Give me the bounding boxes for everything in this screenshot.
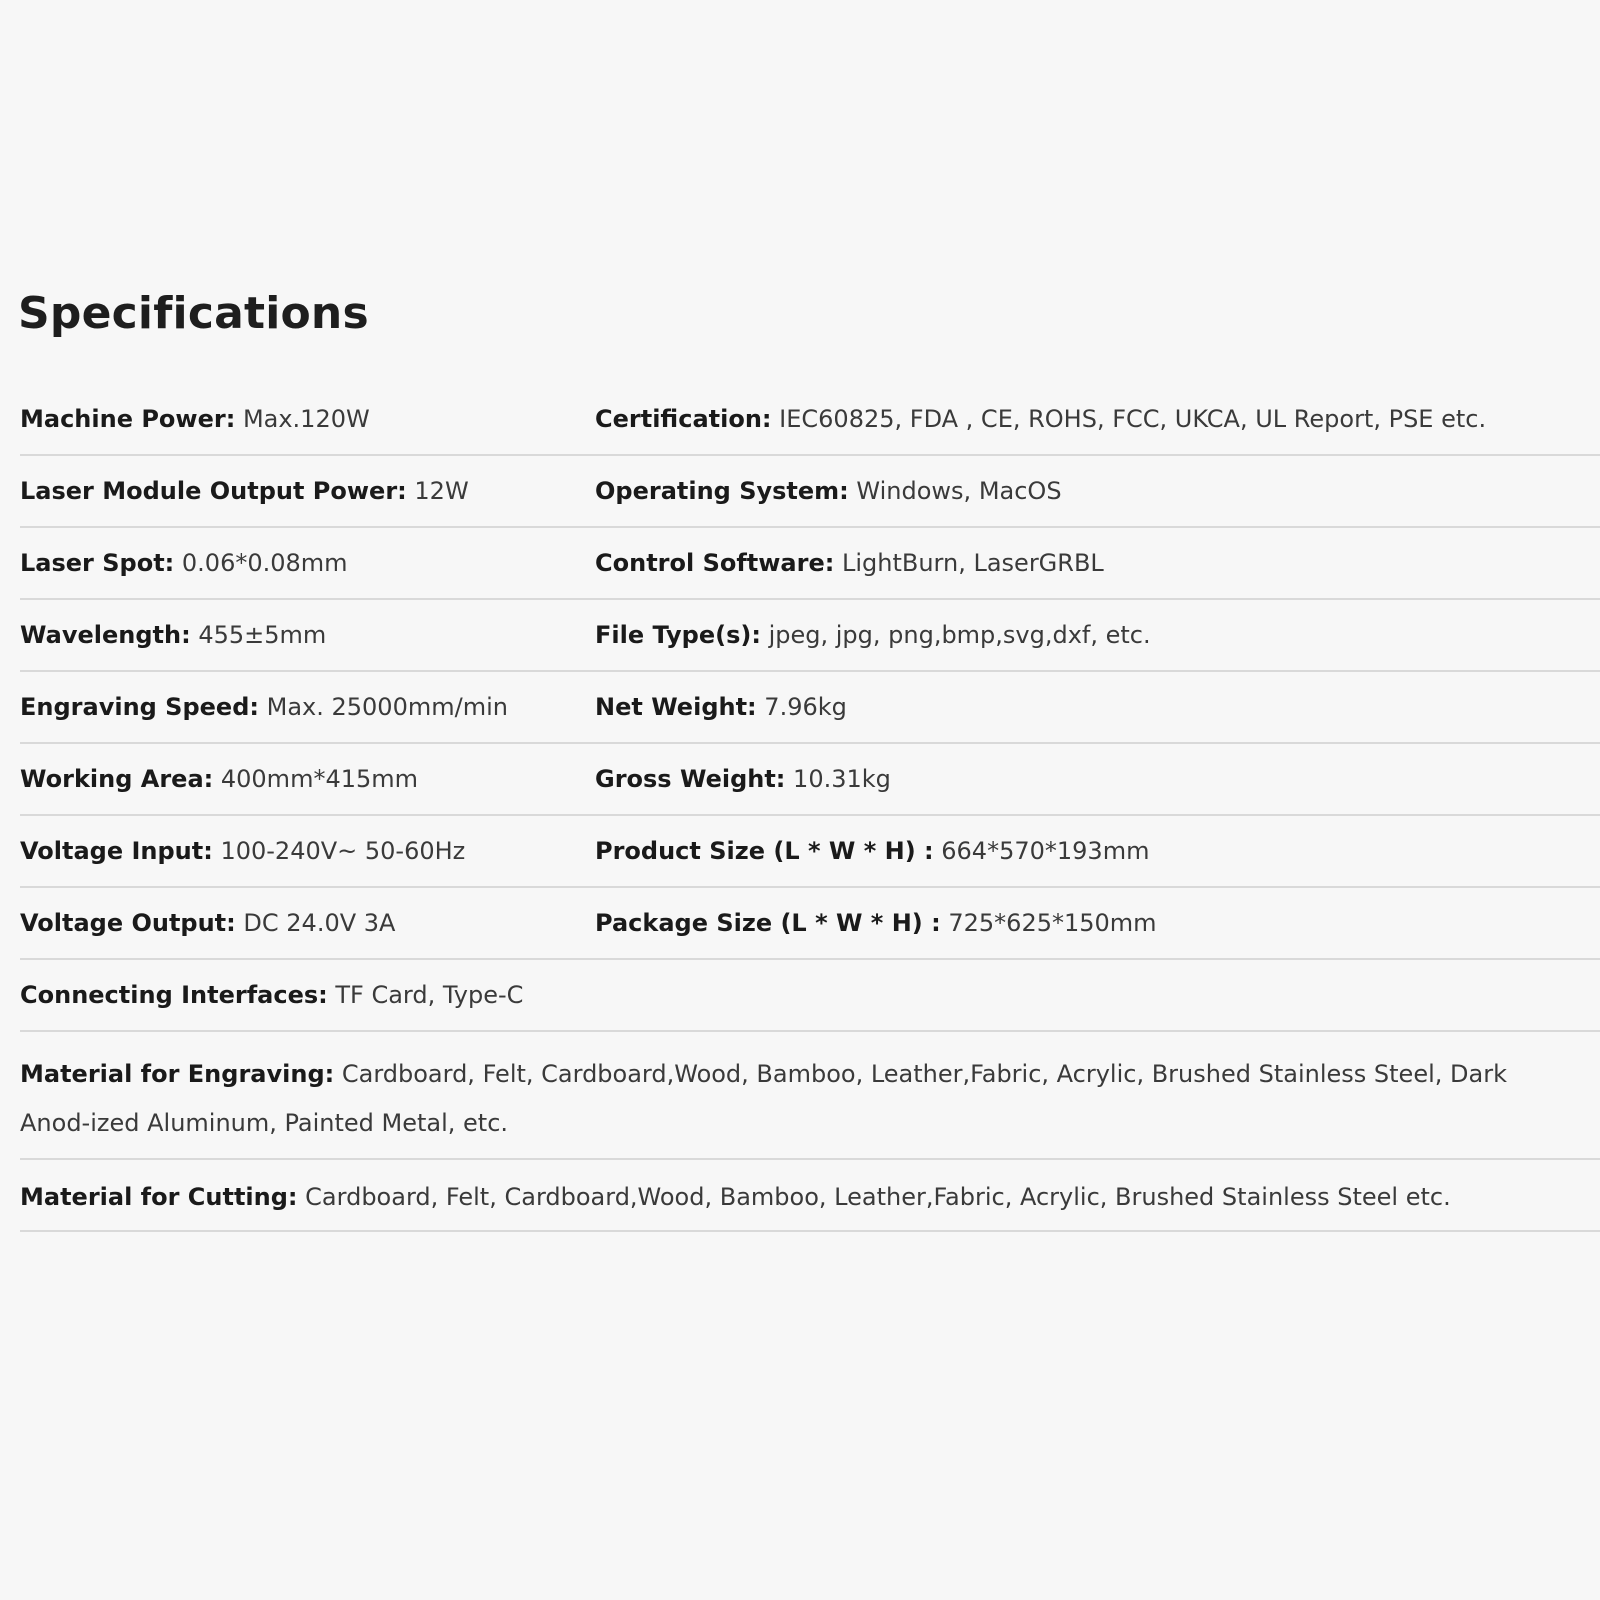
spec-table [20, 384, 1600, 1232]
spec-value: DC 24.0V 3A [243, 909, 396, 937]
spec-label: Working Area: [20, 765, 214, 793]
spec-value: jpeg, jpg, png,bmp,svg,dxf, etc. [768, 621, 1151, 649]
spec-label: Control Software: [595, 549, 835, 577]
page-title: Specifications [18, 288, 369, 339]
spec-label: Operating System: [595, 477, 849, 505]
spec-row [20, 456, 1600, 528]
spec-item-engraving-speed [20, 692, 595, 722]
spec-label: Net Weight: [595, 693, 757, 721]
spec-item-working-area [20, 764, 595, 794]
spec-value: 400mm*415mm [220, 765, 419, 793]
spec-item-certification [595, 404, 1600, 434]
spec-item-laser-spot [20, 548, 595, 578]
spec-row [20, 384, 1600, 456]
spec-label: Voltage Output: [20, 909, 236, 937]
spec-label: Material for Engraving: [20, 1060, 335, 1088]
spec-label: Engraving Speed: [20, 693, 259, 721]
spec-value: Cardboard, Felt, Cardboard,Wood, Bamboo, Leather,Fabric, Acrylic, Brushed Stainless Steel etc. [305, 1183, 1451, 1211]
spec-value: 12W [414, 477, 469, 505]
spec-value: 725*625*150mm [948, 909, 1157, 937]
spec-row [20, 960, 1600, 1032]
spec-label: File Type(s): [595, 621, 761, 649]
spec-row [20, 744, 1600, 816]
spec-value: TF Card, Type-C [335, 981, 524, 1009]
spec-label: Certification: [595, 405, 772, 433]
spec-value: Max.120W [242, 405, 370, 433]
spec-item-machine-power [20, 404, 595, 434]
spec-item-voltage-input [20, 836, 595, 866]
spec-label: Gross Weight: [595, 765, 786, 793]
spec-item-wavelength [20, 620, 595, 650]
spec-row [20, 1160, 1600, 1232]
spec-value: IEC60825, FDA , CE, ROHS, FCC, UKCA, UL Report, PSE etc. [779, 405, 1487, 433]
spec-label: Material for Cutting: [20, 1183, 298, 1211]
spec-value: 455±5mm [198, 621, 327, 649]
spec-value: 10.31kg [793, 765, 891, 793]
spec-row [20, 816, 1600, 888]
spec-label: Connecting Interfaces: [20, 981, 328, 1009]
spec-label: Machine Power: [20, 405, 236, 433]
spec-item-gross-weight [595, 764, 1600, 794]
spec-item-net-weight [595, 692, 1600, 722]
spec-item-voltage-output [20, 908, 595, 938]
spec-value: Max. 25000mm/min [266, 693, 508, 721]
spec-value: 100-240V~ 50-60Hz [220, 837, 466, 865]
spec-value: Cardboard, Felt, Cardboard,Wood, Bamboo, Leather,Fabric, Acrylic, Brushed Stainless Steel, Dark Anod-ized Aluminum, Painted Metal, etc. [20, 1060, 1507, 1137]
spec-row [20, 1032, 1600, 1160]
spec-label: Laser Spot: [20, 549, 175, 577]
spec-item-laser-module-output-power [20, 476, 595, 506]
spec-value: 7.96kg [764, 693, 847, 721]
spec-item-connecting-interfaces [20, 980, 595, 1010]
spec-row [20, 672, 1600, 744]
spec-value: LightBurn, LaserGRBL [841, 549, 1104, 577]
spec-value: 664*570*193mm [941, 837, 1150, 865]
spec-label: Product Size (L * W * H) : [595, 837, 934, 865]
spec-item-operating-system [595, 476, 1600, 506]
spec-label: Wavelength: [20, 621, 191, 649]
spec-row [20, 600, 1600, 672]
spec-item-product-size [595, 836, 1600, 866]
spec-row [20, 888, 1600, 960]
spec-value: 0.06*0.08mm [181, 549, 348, 577]
spec-item-control-software [595, 548, 1600, 578]
spec-label: Package Size (L * W * H) : [595, 909, 941, 937]
spec-label: Voltage Input: [20, 837, 213, 865]
spec-item-material-for-cutting [20, 1182, 1600, 1212]
spec-item-package-size [595, 908, 1600, 938]
spec-label: Laser Module Output Power: [20, 477, 407, 505]
spec-item-file-types [595, 620, 1600, 650]
spec-row [20, 528, 1600, 600]
spec-item-material-for-engraving [20, 1050, 1582, 1148]
spec-value: Windows, MacOS [856, 477, 1062, 505]
